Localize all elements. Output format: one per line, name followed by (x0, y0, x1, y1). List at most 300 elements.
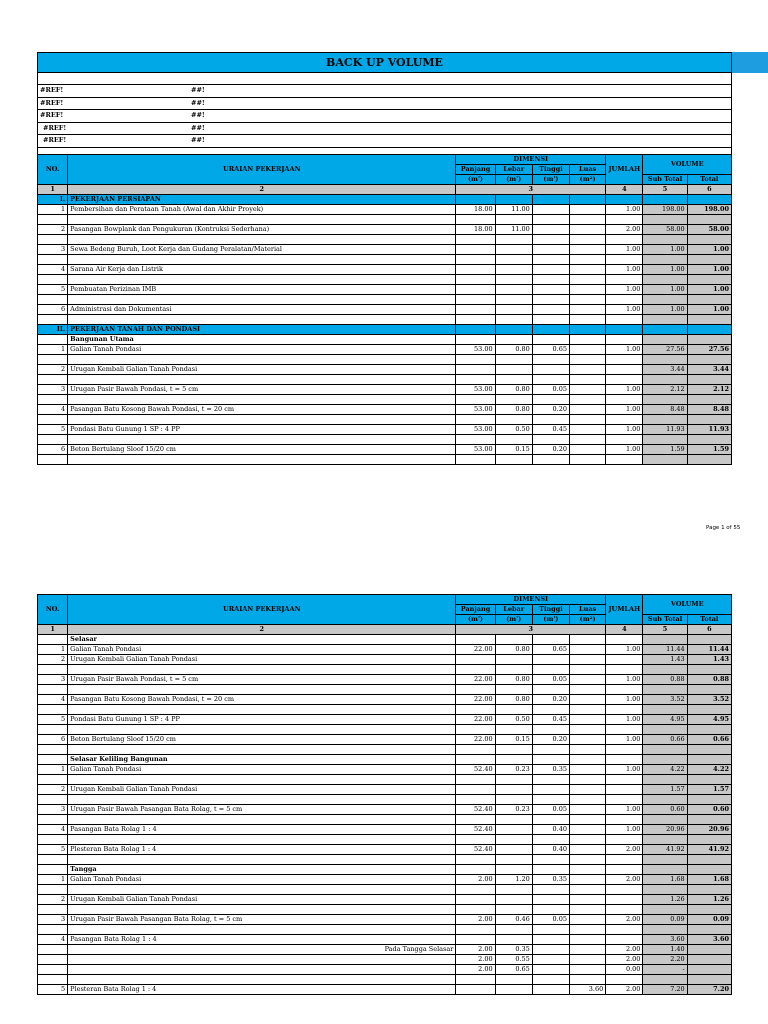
spacer-row (38, 725, 732, 735)
value-lebar: 0.65 (495, 965, 532, 975)
header-tinggi: Tinggi (532, 605, 569, 615)
item-number: 4 (38, 265, 68, 275)
item-description: Plesteran Bata Rolag 1 : 4 (68, 845, 456, 855)
column-number: 6 (687, 185, 731, 195)
empty-cell (456, 925, 495, 935)
empty-cell (570, 295, 606, 305)
value-panjang (456, 655, 495, 665)
spacer-row (38, 775, 732, 785)
value-panjang: 52.40 (456, 845, 495, 855)
value-panjang (456, 245, 495, 255)
empty-cell (532, 725, 569, 735)
empty-cell (495, 795, 532, 805)
empty-cell (606, 905, 643, 915)
value-tinggi: 0.45 (532, 425, 569, 435)
item-number: 3 (38, 915, 68, 925)
value-lebar: 0.80 (495, 695, 532, 705)
item-number: 3 (38, 385, 68, 395)
item-number: 6 (38, 445, 68, 455)
item-description: Pasangan Batu Kosong Bawah Pondasi, t = 20 cm (68, 695, 456, 705)
subsection-row (38, 635, 732, 645)
empty-cell (606, 835, 643, 845)
empty-cell (456, 975, 495, 985)
item-row (38, 305, 732, 315)
empty-cell (532, 685, 569, 695)
empty-cell (532, 455, 569, 465)
value-tinggi (532, 285, 569, 295)
header-uraian: URAIAN PEKERJAAN (68, 595, 456, 625)
value-tinggi (532, 895, 569, 905)
value-panjang (456, 985, 495, 995)
value-luas (570, 945, 606, 955)
item-row (38, 225, 732, 235)
empty-cell (643, 215, 687, 225)
empty-cell (606, 355, 643, 365)
empty-cell (532, 435, 569, 445)
value-total: 4.95 (687, 715, 731, 725)
value-luas (570, 265, 606, 275)
value-subtotal: 0.88 (643, 675, 687, 685)
item-description: Urugan Pasir Bawah Pondasi, t = 5 cm (68, 385, 456, 395)
ref-row (38, 98, 731, 111)
empty-cell (687, 275, 731, 285)
item-row (38, 675, 732, 685)
empty-cell (643, 865, 687, 875)
empty-cell (570, 705, 606, 715)
empty-cell (532, 815, 569, 825)
value-jumlah: 1.00 (606, 265, 643, 275)
empty-cell (38, 745, 68, 755)
value-subtotal: 11.44 (643, 645, 687, 655)
value-subtotal: 3.44 (643, 365, 687, 375)
value-subtotal: 1.40 (643, 945, 687, 955)
empty-cell (456, 275, 495, 285)
empty-cell (532, 635, 569, 645)
empty-cell (38, 975, 68, 985)
empty-cell (687, 925, 731, 935)
value-total: 41.92 (687, 845, 731, 855)
empty-cell (38, 635, 68, 645)
empty-cell (606, 235, 643, 245)
section-row (38, 325, 732, 335)
value-tinggi: 0.65 (532, 345, 569, 355)
empty-cell (687, 635, 731, 645)
value-panjang: 22.00 (456, 645, 495, 655)
empty-cell (687, 815, 731, 825)
empty-cell (38, 905, 68, 915)
item-description: Sewa Bedeng Buruh, Loot Kerja dan Gudang Peralatan/Material (68, 245, 456, 255)
empty-cell (68, 315, 456, 325)
value-tinggi (532, 265, 569, 275)
value-jumlah: 1.00 (606, 735, 643, 745)
ref-row (38, 85, 731, 98)
value-panjang (456, 935, 495, 945)
empty-cell (532, 975, 569, 985)
empty-cell (687, 975, 731, 985)
empty-cell (495, 755, 532, 765)
value-luas (570, 915, 606, 925)
value-total: 8.48 (687, 405, 731, 415)
value-panjang: 2.00 (456, 915, 495, 925)
value-subtotal: 20.96 (643, 825, 687, 835)
empty-cell (643, 975, 687, 985)
ref-right: ##! (191, 111, 205, 120)
value-lebar: 0.80 (495, 675, 532, 685)
value-panjang: 52.40 (456, 765, 495, 775)
empty-cell (643, 395, 687, 405)
item-number (38, 945, 68, 955)
empty-cell (532, 755, 569, 765)
value-lebar (495, 285, 532, 295)
empty-cell (495, 215, 532, 225)
value-panjang: 53.00 (456, 405, 495, 415)
column-number: 3 (456, 625, 606, 635)
empty-cell (606, 925, 643, 935)
value-total: 4.22 (687, 765, 731, 775)
empty-cell (643, 665, 687, 675)
empty-cell (570, 885, 606, 895)
empty-cell (643, 325, 687, 335)
ref-right: ##! (191, 86, 205, 94)
value-total: 27.56 (687, 345, 731, 355)
empty-cell (456, 665, 495, 675)
value-lebar (495, 305, 532, 315)
value-tinggi (532, 225, 569, 235)
spacer-row (38, 275, 732, 285)
section-title: PEKERJAAN PERSIAPAN (68, 195, 456, 205)
value-jumlah (606, 785, 643, 795)
value-tinggi: 0.20 (532, 695, 569, 705)
spacer-row (38, 395, 732, 405)
header-volume: VOLUME (643, 595, 732, 615)
header-panjang: Panjang (456, 165, 495, 175)
subsection-row (38, 335, 732, 345)
empty-cell (38, 415, 68, 425)
volume-table-page-1 (37, 154, 732, 465)
empty-cell (456, 235, 495, 245)
empty-cell (68, 375, 456, 385)
empty-cell (38, 835, 68, 845)
empty-cell (456, 195, 495, 205)
empty-cell (606, 195, 643, 205)
item-number: 5 (38, 285, 68, 295)
value-lebar: 0.80 (495, 645, 532, 655)
value-jumlah: 1.00 (606, 205, 643, 215)
value-subtotal: 1.43 (643, 655, 687, 665)
value-luas (570, 205, 606, 215)
item-number: 5 (38, 715, 68, 725)
empty-cell (643, 415, 687, 425)
value-total: 1.00 (687, 305, 731, 315)
empty-cell (687, 325, 731, 335)
value-lebar: 0.80 (495, 385, 532, 395)
empty-cell (495, 685, 532, 695)
item-number (38, 955, 68, 965)
value-total: 20.96 (687, 825, 731, 835)
empty-cell (570, 665, 606, 675)
value-jumlah (606, 365, 643, 375)
empty-cell (643, 275, 687, 285)
empty-cell (687, 255, 731, 265)
column-number: 1 (38, 185, 68, 195)
value-panjang: 53.00 (456, 345, 495, 355)
value-luas (570, 735, 606, 745)
empty-cell (456, 325, 495, 335)
value-jumlah: 1.00 (606, 645, 643, 655)
empty-cell (68, 815, 456, 825)
value-tinggi (532, 955, 569, 965)
empty-cell (532, 745, 569, 755)
empty-cell (606, 885, 643, 895)
item-number: 2 (38, 655, 68, 665)
empty-cell (570, 195, 606, 205)
item-description: Beton Bertulang Sloof 15/20 cm (68, 735, 456, 745)
value-luas (570, 405, 606, 415)
header-subtotal: Sub Total (643, 175, 687, 185)
empty-cell (495, 235, 532, 245)
section-row (38, 195, 732, 205)
empty-cell (38, 295, 68, 305)
item-number: 4 (38, 825, 68, 835)
value-subtotal: 2.12 (643, 385, 687, 395)
empty-cell (495, 745, 532, 755)
value-lebar: 0.50 (495, 715, 532, 725)
empty-cell (643, 435, 687, 445)
empty-cell (570, 815, 606, 825)
item-description: Urugan Kembali Galian Tanah Pondasi (68, 895, 456, 905)
value-jumlah: 2.00 (606, 955, 643, 965)
value-subtotal: 7.20 (643, 985, 687, 995)
empty-cell (495, 665, 532, 675)
empty-cell (495, 705, 532, 715)
empty-cell (532, 275, 569, 285)
header-volume: VOLUME (643, 155, 732, 175)
value-luas (570, 965, 606, 975)
empty-cell (68, 725, 456, 735)
spacer-row (38, 815, 732, 825)
empty-cell (495, 315, 532, 325)
value-tinggi (532, 205, 569, 215)
empty-cell (687, 745, 731, 755)
empty-cell (570, 315, 606, 325)
empty-cell (495, 635, 532, 645)
empty-cell (687, 195, 731, 205)
item-number: 6 (38, 735, 68, 745)
value-lebar (495, 845, 532, 855)
item-row (38, 695, 732, 705)
empty-cell (570, 905, 606, 915)
column-number: 4 (606, 185, 643, 195)
spacer-row (38, 925, 732, 935)
empty-cell (38, 725, 68, 735)
empty-cell (606, 865, 643, 875)
value-jumlah: 0.00 (606, 965, 643, 975)
empty-cell (68, 885, 456, 895)
item-row (38, 405, 732, 415)
item-description: Pembersihan dan Perataan Tanah (Awal dan Akhir Proyek) (68, 205, 456, 215)
value-lebar: 11.00 (495, 205, 532, 215)
value-panjang: 18.00 (456, 225, 495, 235)
empty-cell (687, 455, 731, 465)
item-description: Pasangan Batu Kosong Bawah Pondasi, t = 20 cm (68, 405, 456, 415)
value-luas (570, 845, 606, 855)
header-lebar: Lebar (495, 605, 532, 615)
header-subtotal: Sub Total (643, 615, 687, 625)
value-tinggi: 0.65 (532, 645, 569, 655)
value-jumlah: 2.00 (606, 875, 643, 885)
empty-cell (456, 215, 495, 225)
item-row (38, 265, 732, 275)
empty-cell (68, 415, 456, 425)
value-total: 0.66 (687, 735, 731, 745)
empty-cell (570, 235, 606, 245)
item-description: Plesteran Bata Rolag 1 : 4 (68, 985, 456, 995)
empty-cell (456, 705, 495, 715)
empty-cell (495, 925, 532, 935)
empty-cell (456, 255, 495, 265)
ref-left: #REF! (40, 86, 64, 94)
value-luas (570, 365, 606, 375)
value-panjang: 52.40 (456, 805, 495, 815)
value-lebar (495, 935, 532, 945)
spacer-row (38, 665, 732, 675)
value-panjang (456, 265, 495, 275)
empty-cell (606, 435, 643, 445)
item-row (38, 875, 732, 885)
empty-cell (570, 215, 606, 225)
empty-cell (532, 255, 569, 265)
value-lebar: 0.23 (495, 765, 532, 775)
empty-cell (68, 455, 456, 465)
value-jumlah (606, 935, 643, 945)
value-total: 1.26 (687, 895, 731, 905)
value-total: 2.12 (687, 385, 731, 395)
empty-cell (643, 855, 687, 865)
value-lebar (495, 365, 532, 375)
empty-cell (570, 775, 606, 785)
empty-cell (456, 635, 495, 645)
value-lebar (495, 985, 532, 995)
value-luas (570, 935, 606, 945)
empty-cell (68, 975, 456, 985)
empty-cell (38, 335, 68, 345)
empty-cell (687, 685, 731, 695)
item-row (38, 655, 732, 665)
spacer-row (38, 685, 732, 695)
value-total: 0.88 (687, 675, 731, 685)
empty-cell (38, 775, 68, 785)
value-subtotal: 198.00 (643, 205, 687, 215)
empty-cell (687, 865, 731, 875)
value-tinggi (532, 305, 569, 315)
ref-right: ##! (191, 123, 205, 132)
item-row (38, 765, 732, 775)
empty-cell (532, 195, 569, 205)
item-row (38, 245, 732, 255)
value-total: 3.52 (687, 695, 731, 705)
empty-cell (687, 835, 731, 845)
value-total: 58.00 (687, 225, 731, 235)
empty-cell (456, 455, 495, 465)
item-number: 5 (38, 845, 68, 855)
item-number: 1 (38, 345, 68, 355)
value-panjang: 53.00 (456, 445, 495, 455)
header-row (38, 155, 732, 165)
value-tinggi (532, 935, 569, 945)
value-jumlah: 1.00 (606, 445, 643, 455)
spacer-row (38, 745, 732, 755)
empty-cell (570, 275, 606, 285)
empty-cell (687, 295, 731, 305)
value-luas (570, 765, 606, 775)
value-jumlah (606, 895, 643, 905)
value-luas (570, 655, 606, 665)
value-jumlah: 1.00 (606, 245, 643, 255)
subsection-row (38, 755, 732, 765)
value-lebar (495, 785, 532, 795)
empty-cell (643, 355, 687, 365)
value-total: 1.57 (687, 785, 731, 795)
value-panjang (456, 785, 495, 795)
value-lebar: 0.80 (495, 345, 532, 355)
value-jumlah: 2.00 (606, 945, 643, 955)
unit-tinggi: (m') (532, 615, 569, 625)
empty-cell (456, 885, 495, 895)
empty-cell (68, 665, 456, 675)
empty-cell (495, 355, 532, 365)
empty-cell (68, 435, 456, 445)
empty-cell (68, 295, 456, 305)
empty-cell (643, 775, 687, 785)
empty-cell (532, 355, 569, 365)
header-total: Total (687, 175, 731, 185)
value-jumlah: 2.00 (606, 225, 643, 235)
empty-cell (570, 435, 606, 445)
empty-cell (570, 835, 606, 845)
item-description: Pondasi Batu Gunung 1 SP : 4 PP (68, 425, 456, 435)
header-row (38, 595, 732, 605)
item-number: 6 (38, 305, 68, 315)
item-row (38, 805, 732, 815)
value-panjang: 22.00 (456, 675, 495, 685)
empty-cell (495, 775, 532, 785)
empty-cell (643, 315, 687, 325)
empty-cell (68, 925, 456, 935)
value-luas (570, 445, 606, 455)
column-number-row (38, 185, 732, 195)
empty-cell (38, 375, 68, 385)
value-jumlah: 1.00 (606, 345, 643, 355)
spacer-row (38, 705, 732, 715)
item-number: 2 (38, 225, 68, 235)
detail-row (38, 955, 732, 965)
spacer-row (38, 295, 732, 305)
value-lebar: 0.15 (495, 735, 532, 745)
value-tinggi (532, 655, 569, 665)
empty-cell (570, 395, 606, 405)
empty-cell (495, 335, 532, 345)
empty-cell (532, 835, 569, 845)
value-luas (570, 425, 606, 435)
empty-cell (68, 835, 456, 845)
empty-cell (38, 865, 68, 875)
value-luas (570, 675, 606, 685)
empty-cell (643, 195, 687, 205)
value-jumlah: 2.00 (606, 985, 643, 995)
empty-cell (68, 275, 456, 285)
empty-cell (687, 855, 731, 865)
empty-cell (570, 755, 606, 765)
